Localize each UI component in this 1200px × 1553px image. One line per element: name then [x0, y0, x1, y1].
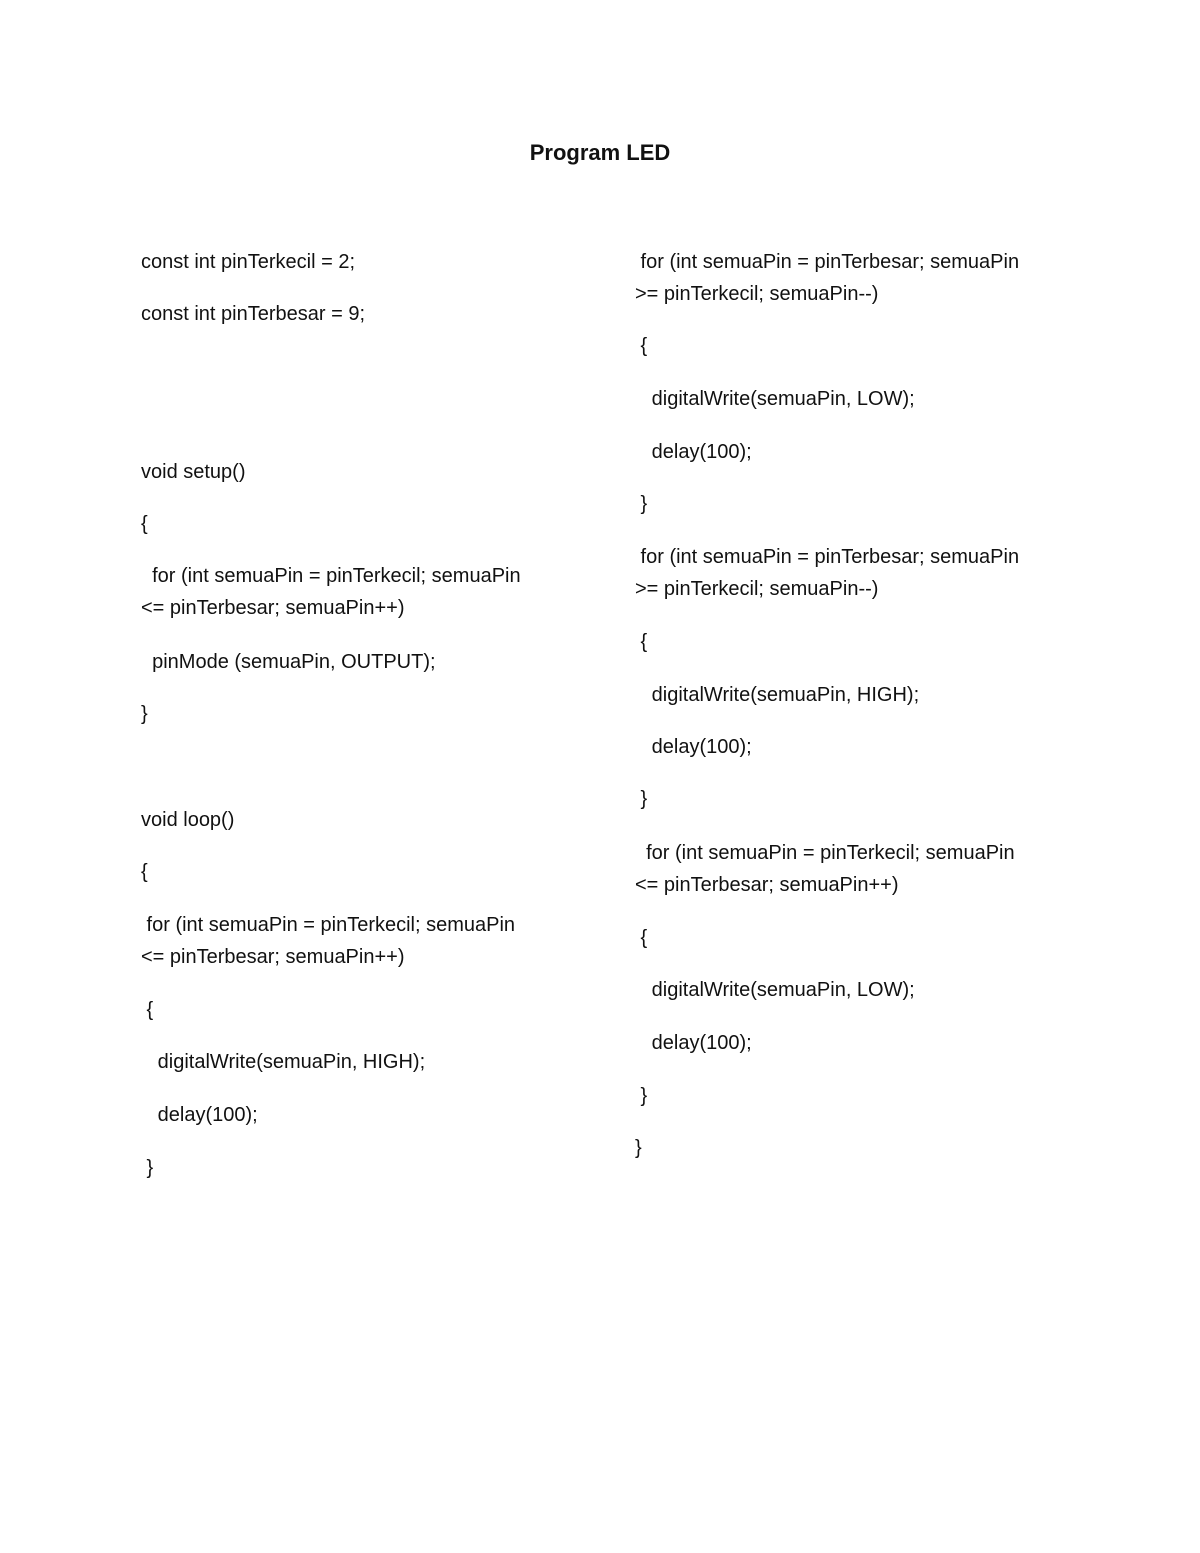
code-line: <= pinTerbesar; semuaPin++) [635, 874, 899, 896]
code-line: { [141, 513, 148, 535]
code-line: { [635, 335, 648, 357]
code-line: } [635, 1085, 648, 1107]
code-line: } [635, 493, 648, 515]
code-line: digitalWrite(semuaPin, HIGH); [141, 1051, 426, 1073]
code-line: for (int semuaPin = pinTerkecil; semuaPin [141, 565, 521, 587]
code-line: pinMode (semuaPin, OUTPUT); [141, 651, 436, 673]
code-line: { [141, 999, 154, 1021]
code-line: { [635, 927, 648, 949]
code-line: { [141, 861, 148, 883]
document-title: Program LED [529, 140, 671, 165]
code-line: delay(100); [635, 1032, 752, 1054]
code-line: delay(100); [141, 1104, 258, 1126]
code-line: for (int semuaPin = pinTerkecil; semuaPin [635, 842, 1015, 864]
code-line: } [635, 788, 648, 810]
code-line: for (int semuaPin = pinTerbesar; semuaPin [635, 251, 1020, 273]
code-line: delay(100); [635, 736, 752, 758]
code-line: void setup() [141, 461, 246, 483]
code-line: { [635, 631, 648, 653]
code-line: delay(100); [635, 441, 752, 463]
code-line: for (int semuaPin = pinTerbesar; semuaPin [635, 546, 1020, 568]
code-line: digitalWrite(semuaPin, LOW); [635, 979, 915, 1001]
code-line: void loop() [141, 809, 235, 831]
code-line: digitalWrite(semuaPin, LOW); [635, 388, 915, 410]
code-line: for (int semuaPin = pinTerkecil; semuaPin [141, 914, 516, 936]
code-line: >= pinTerkecil; semuaPin--) [635, 283, 879, 305]
code-line: } [141, 703, 148, 725]
code-line: const int pinTerkecil = 2; [141, 251, 355, 273]
code-line: } [635, 1137, 642, 1159]
code-line: } [141, 1157, 154, 1179]
code-line: >= pinTerkecil; semuaPin--) [635, 578, 879, 600]
code-line: <= pinTerbesar; semuaPin++) [141, 597, 405, 619]
code-line: const int pinTerbesar = 9; [141, 303, 366, 325]
code-line: digitalWrite(semuaPin, HIGH); [635, 684, 920, 706]
code-line: <= pinTerbesar; semuaPin++) [141, 946, 405, 968]
